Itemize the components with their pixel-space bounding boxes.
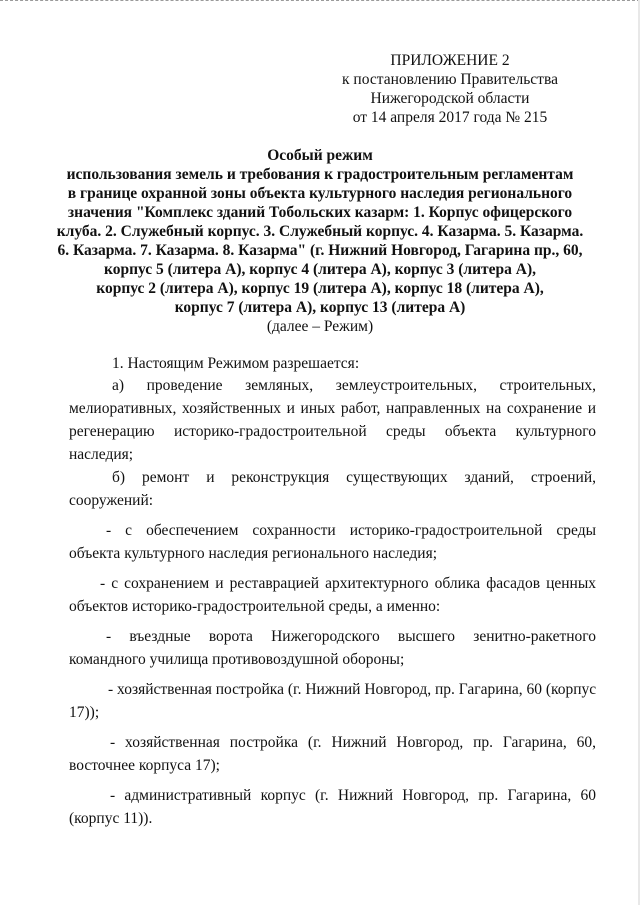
scan-edge-top [0, 0, 640, 3]
bullet-6-line-2: (корпус 11)). [69, 810, 153, 827]
item-a-line-2: мелиоративных, хозяйственных и иных работ, направленных на сохранение и [69, 400, 596, 417]
item-a-line-4: наследия; [69, 446, 134, 463]
bullet-3-line-2: командного училища противовоздушной обороны; [69, 651, 405, 668]
appendix-line-3: от 14 апреля 2017 года № 215 [352, 109, 548, 126]
bullet-5-line-1: - хозяйственная постройка (г. Нижний Новгород, пр. Гагарина, 60, [110, 734, 596, 751]
bullet-3-line-1: - въездные ворота Нижегородского высшего зенитно-ракетного [106, 628, 596, 645]
item-a-line-1: а) проведение земляных, землеустроительных, строительных, [112, 377, 596, 394]
bullet-4-line-1: - хозяйственная постройка (г. Нижний Новгород, пр. Гагарина, 60 (корпус [108, 681, 597, 698]
bullet-2-line-2: объектов историко-градостроительной среды, а именно: [69, 598, 441, 615]
title-line-6: 6. Казарма. 7. Казарма. 8. Казарма" (г. Нижний Новгород, Гагарина пр., 60, [57, 242, 583, 259]
title-line-5: клуба. 2. Служебный корпус. 3. Служебный корпус. 4. Казарма. 5. Казарма. [56, 223, 584, 240]
title-line-3: в границе охранной зоны объекта культурного наследия регионального [67, 185, 573, 202]
title-line-4: значения "Комплекс зданий Тобольских казарм: 1. Корпус офицерского [67, 204, 573, 221]
clause-1: 1. Настоящим Режимом разрешается: [112, 355, 360, 372]
document-title: Особый режим [267, 147, 373, 164]
item-a-line-3: регенерацию историко-градостроительной среды объекта культурного [69, 423, 596, 440]
item-b-line-1: б) ремонт и реконструкция существующих зданий, строений, [112, 469, 596, 486]
appendix-line-2: Нижегородской области [370, 90, 530, 107]
item-b-line-2: сооружений: [69, 492, 154, 509]
bullet-2-line-1: - с сохранением и реставрацией архитектурного облика фасадов ценных [100, 575, 596, 592]
bullet-5-line-2: восточнее корпуса 17); [69, 757, 220, 774]
appendix-title: ПРИЛОЖЕНИЕ 2 [390, 52, 510, 69]
bullet-1-line-1: - с обеспечением сохранности историко-градостроительной среды [106, 522, 596, 539]
bullet-4-line-2: 17)); [69, 704, 100, 721]
bullet-1-line-2: объекта культурного наследия регионального наследия; [69, 545, 438, 562]
title-line-10: (далее – Режим) [266, 318, 374, 335]
title-line-8: корпус 2 (литера А), корпус 19 (литера А), корпус 18 (литера А), [96, 280, 544, 297]
title-line-7: корпус 5 (литера А), корпус 4 (литера А), корпус 3 (литера А), [103, 261, 537, 278]
title-line-9: корпус 7 (литера А), корпус 13 (литера А) [174, 299, 466, 316]
bullet-6-line-1: - административный корпус (г. Нижний Новгород, пр. Гагарина, 60 [110, 787, 596, 804]
appendix-line-1: к постановлению Правительства [342, 71, 558, 88]
title-line-2: использования земель и требования к градостроительным регламентам [66, 166, 574, 183]
